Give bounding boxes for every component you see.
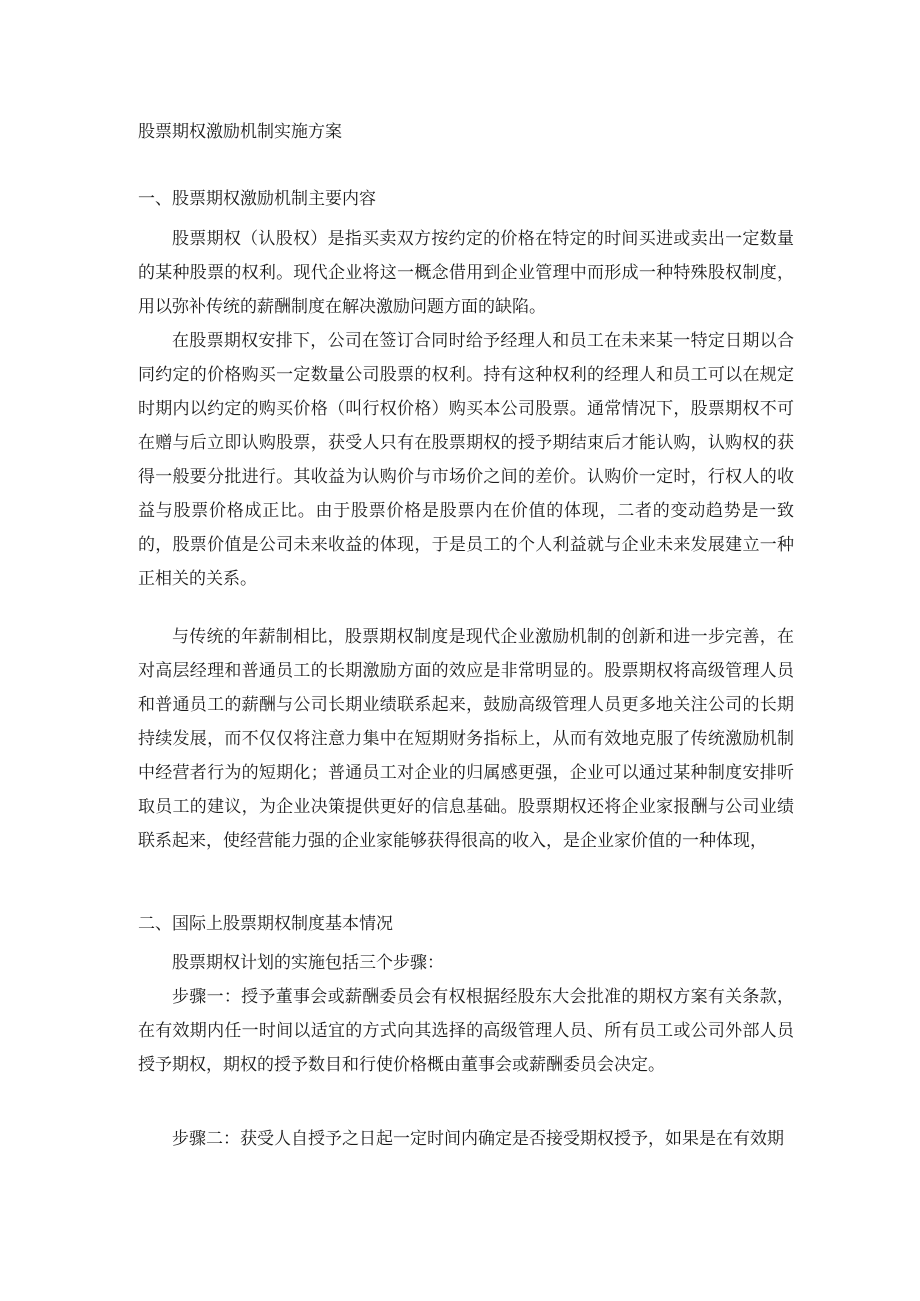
section-heading-2: 二、国际上股票期权制度基本情况 xyxy=(138,914,393,934)
paragraph: 与传统的年薪制相比，股票期权制度是现代企业激励机制的创新和进一步完善，在对高层经理和普通员工的长期激励方面的效应是非常明显的。股票期权将高级管理人员和普通员工的薪酬与公司长期业绩联系起来，鼓励高级管理人员更多地关注公司的长期持续发展，而不仅仅将注意力集中在短期财务指标上，从而有效地克服了传统激励机制中经营者行为的短期化；普通员工对企业的归属感更强，企业可以通过某种制度安排听取员工的建议，为企业决策提供更好的信息基础。股票期权还将企业家报酬与公司业绩联系起来，使经营能力强的企业家能够获得很高的收入，是企业家价值的一种体现， xyxy=(138,627,794,851)
paragraph: 股票期权计划的实施包括三个步骤： xyxy=(172,953,444,973)
paragraph: 步骤二：获受人自授予之日起一定时间内确定是否接受期权授予，如果是在有效期 xyxy=(172,1129,784,1149)
paragraph: 股票期权（认股权）是指买卖双方按约定的价格在特定的时间买进或卖出一定数量的某种股票的权利。现代企业将这一概念借用到企业管理中而形成一种特殊股权制度，用以弥补传统的薪酬制度在解决激励问题方面的缺陷。 xyxy=(138,229,794,317)
section-heading-1: 一、股票期权激励机制主要内容 xyxy=(138,189,376,209)
document-title: 股票期权激励机制实施方案 xyxy=(138,122,342,142)
paragraph: 步骤一：授予董事会或薪酬委员会有权根据经股东大会批准的期权方案有关条款，在有效期内任一时间以适宜的方式向其选择的高级管理人员、所有员工或公司外部人员授予期权，期权的授予数目和行使价格概由董事会或薪酬委员会决定。 xyxy=(138,987,794,1075)
paragraph: 在股票期权安排下，公司在签订合同时给予经理人和员工在未来某一特定日期以合同约定的价格购买一定数量公司股票的权利。持有这种权利的经理人和员工可以在规定时期内以约定的购买价格（叫行权价格）购买本公司股票。通常情况下，股票期权不可在赠与后立即认购股票，获受人只有在股票期权的授予期结束后才能认购，认购权的获得一般要分批进行。其收益为认购价与市场价之间的差价。认购价一定时，行权人的收益与股票价格成正比。由于股票价格是股票内在价值的体现，二者的变动趋势是一致的，股票价值是公司未来收益的体现，于是员工的个人利益就与企业未来发展建立一种正相关的关系。 xyxy=(138,331,794,589)
